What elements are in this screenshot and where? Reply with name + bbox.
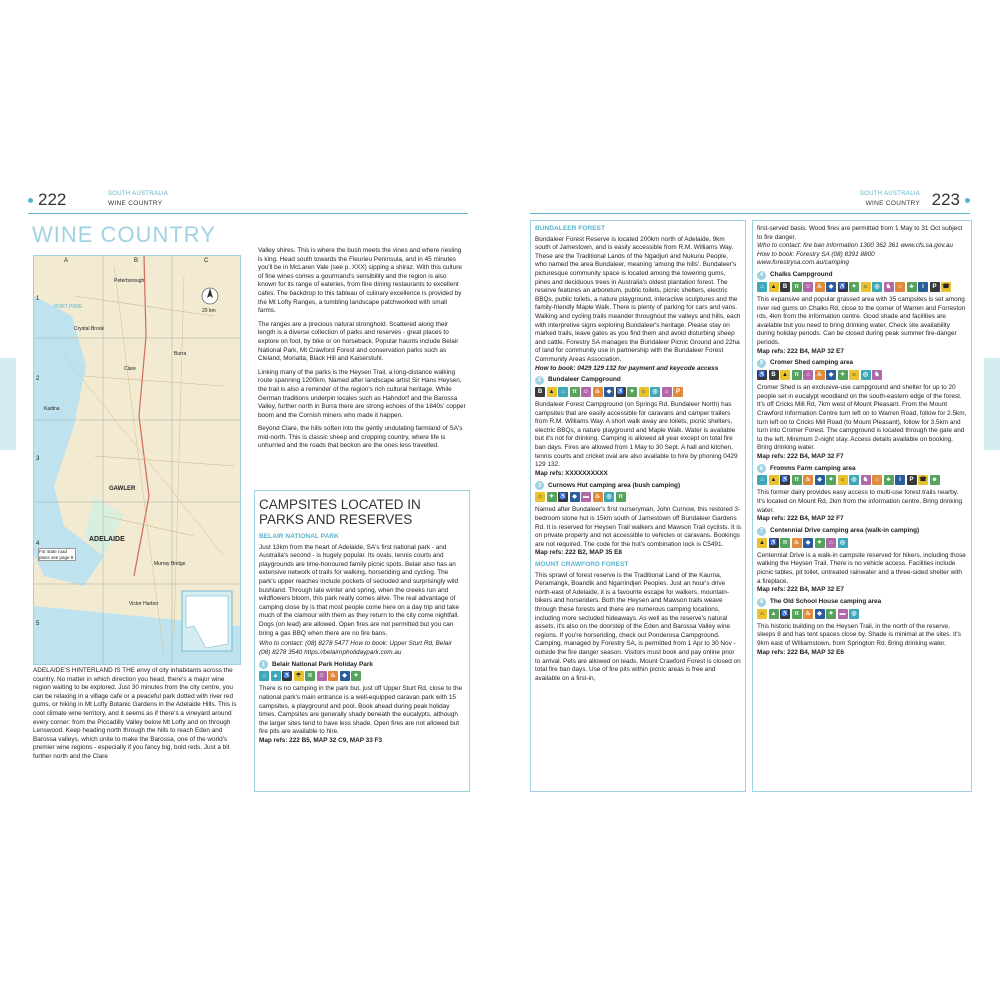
camp-heading [757, 527, 967, 536]
water-icon: ◆ [340, 671, 350, 681]
bbq-icon: B [780, 282, 790, 292]
shelter-icon: ⌂ [803, 370, 813, 380]
caravan-icon: ⌂ [558, 387, 568, 397]
water-icon: ◆ [803, 538, 813, 548]
right-col1-body [535, 225, 741, 683]
campsites-box-title: CAMPSITES LOCATED IN PARKS AND RESERVES [259, 497, 421, 527]
camp-description: There is no camping in the park but, just off Upper Sturt Rd, close to the national park's main entrance is a well-equipped caravan park with 15 campsites, a playground and pool. Book ahead during peak holiday times. Campsites are generally shady beneath the eucalypts, although the larger sites tend to have less shade. Open fires are not allowed but fire pits are available to hire. [259, 685, 463, 736]
shelter-icon: ⌂ [662, 387, 672, 397]
left-page-header [28, 190, 468, 212]
toilet-icon: ♿ [780, 609, 790, 619]
tent-icon: ▲ [271, 671, 281, 681]
facility-icons [757, 475, 967, 485]
picnic-icon: π [780, 538, 790, 548]
camp-name: Fromms Farm camping area [770, 464, 856, 472]
picnic-icon: π [570, 387, 580, 397]
camp-heading [757, 464, 967, 473]
paragraph: Linking many of the parks is the Heysen Trail, a long-distance walking route spanning 1200km. Named after landscape artist Sir Hans Heysen, the trail is also a reminder of the region's rich cultural heritage. While German traditions underpin locales such as Hahndorf and the Barossa Valley, further north in Burra there are strong echoes of the 1840s' copper boom and the Cornish miners who made it happen. [258, 368, 466, 419]
fire-icon: ♨ [803, 609, 813, 619]
playground-icon: ☺ [317, 671, 327, 681]
water-icon: ◆ [570, 492, 580, 502]
picnic-icon: π [792, 370, 802, 380]
bbq-icon: B [535, 387, 545, 397]
map-place-label: Clare [124, 366, 136, 372]
toilet-icon: ♿ [757, 370, 767, 380]
camp-description: Named after Bundaleer's first nurseryman, John Curnow, this restored 3-bedroom stone hut is 15km south of Jamestown off Bundaleer Gardens Rd. It is reserved for Heysen Trail walkers and Mawson Trail cyclists. It is on private property and not accessible to vehicles or caravans. Bookings are not required. The code for the hut's combination lock is C5491. [535, 506, 741, 548]
parking-icon: P [673, 387, 683, 397]
camp-name: Cromer Shed camping area [770, 359, 854, 367]
caravan-icon: ⌂ [757, 475, 767, 485]
walking-icon: ✦ [815, 538, 825, 548]
bed-icon: ▬ [581, 492, 591, 502]
hut-icon: ⌂ [757, 609, 767, 619]
camp-number: 1 [259, 660, 268, 669]
camp-description: This former dairy provides easy access to multi-use forest trails nearby. It's located on Mount Rd, 2km from the information centre. Bring drinking water. [757, 489, 963, 514]
shelter-icon: ⌂ [872, 475, 882, 485]
water-icon: ◆ [815, 609, 825, 619]
camp-heading [757, 598, 967, 607]
continued-text: first-served basis. Wood fires are permitted from 1 May to 31 Oct subject to fire danger. [757, 225, 963, 241]
tent-icon: ▲ [769, 475, 779, 485]
horse-icon: ♞ [884, 282, 894, 292]
map-refs: Map refs: 222 B4, MAP 32 E6 [757, 648, 844, 656]
map-scale: 20 km [202, 308, 216, 314]
tree-icon: ♣ [884, 475, 894, 485]
map-place-label: ADELAIDE [89, 536, 125, 543]
cycling-icon: ◎ [650, 387, 660, 397]
camp-description: This expansive and popular grassed area with 35 campsites is set among river red gums on Chalks Rd, close to the corner of Warren and Forreston rds, 4km from the information centre. Good shade and facilities are available but you need to bring drinking water. Check site availability during holiday periods. Can be closed during peak summer fire-danger periods. [757, 295, 966, 346]
fire-icon: ♨ [815, 282, 825, 292]
map-place-label: Peterborough [114, 278, 145, 284]
facility-icons [757, 370, 967, 380]
shelter-icon: ⌂ [895, 282, 905, 292]
facility-icons [757, 282, 967, 292]
facility-icons [535, 492, 741, 502]
region-map [33, 255, 241, 665]
forest-description: Bundaleer Forest Reserve is located 200km north of Adelaide, 9km south of Jamestown, and is easily accessible from R.M. Williams Way. These are the Traditional Lands of the Ngadjuri and Nukunu People, who named the area Bundaleer, meaning 'among the hills'. Bundaleer's picturesque community space is located among the towering gums, pines and deciduous trees in Australia's oldest plantation forest. The reserve features an arboretum, public toilets, picnic shelters, electric BBQs, public toilets, a nature playground, interactive sculptures and the family-friendly Maple Walk. There is plenty of parking for cars and vans. Walking and cycling trails meander throughout the valleys and hills, each with interpretive signs exploring Bundaleer's heritage. Please stay on marked trails, leave gates as you find them and avoid disturbing sheep and cattle. Forestry SA manages the Bundaleer Picnic Ground and 22ha of land for community use in partnership with the Bundaleer Forest Community Areas Association. [535, 235, 741, 363]
cycling-icon: ◎ [872, 282, 882, 292]
map-grid-number: 2 [36, 376, 40, 382]
map-place-label: Kadina [44, 406, 60, 412]
phone-icon: ☎ [918, 475, 928, 485]
park-heading: BELAIR NATIONAL PARK [259, 533, 339, 540]
camp-name: Belair National Park Holiday Park [272, 660, 373, 668]
map-grid-letter: C [204, 258, 209, 264]
water-icon: ◆ [826, 282, 836, 292]
park-description: Just 13km from the heart of Adelaide, SA's first national park - and Australia's second - is hugely popular. Its ovals, tennis courts and playgrounds are time-honoured family picnic spots. Belair also has an extensive network of trails for walking, horseriding and cycling. The park's upper reaches include pockets of secluded and surprisingly wild bushland. Through late winter and spring, when the creeks run and wildflowers bloom, this park really comes alive. The real advantage of camping close by is that most people come here on a day trip and take much of the clamour with them as they return to the city come nightfall. Dogs (on lead) are allowed. Open fires are not permitted but you can bring a gas BBQ when there are no fire bans. [259, 543, 459, 637]
dog-icon: ☼ [838, 475, 848, 485]
water-icon: ◆ [826, 370, 836, 380]
tent-icon: ▲ [769, 609, 779, 619]
camp-heading [757, 271, 967, 280]
campsites-box [254, 490, 470, 792]
map-place-label: Crystal Brook [74, 326, 105, 332]
map-refs: Map refs: 222 B5, MAP 32 C9, MAP 33 F3 [259, 736, 383, 744]
walking-icon: ✦ [826, 475, 836, 485]
phone-icon: ☎ [941, 282, 951, 292]
camp-description: Cromer Shed is an exclusive-use campground and shelter for up to 20 people set in eucalypt woodland on the south-eastern edge of the forest. It's off Cricks Mill Rd, 7km west of Mount Pleasant. From the Mount Crawford Information Centre turn left on to Warren Road, follow for 2.5km, turn left on to Cricks Mill Road (to Mount Pleasant), follow for 3.5km and turn into Cromer Forest. The campground is located through the gate and to the left. Minimum 2-night stay. Access details available on booking. Bring drinking water. [757, 384, 967, 452]
camp-number: 8 [757, 598, 766, 607]
map-refs: Map refs: 222 B4, MAP 32 F7 [757, 515, 844, 523]
map-grid-number: 4 [36, 541, 40, 547]
right-col2-body [757, 225, 967, 657]
forest-contact: Who to contact: fire ban information 1300 362 361 www.cfs.sa.gov.au How to book: Forestry SA (08) 8391 8800 www.forestrysa.com.au/camping [757, 242, 953, 267]
camp-description: Bundaleer Forest Campground (on Springs Rd, Bundaleer North) has campsites that are easily accessible for caravans and camper trailers from R.M. Williams Way. A short walk away are toilets, picnic shelters, electric BBQs, a nature playground and Maple Walk. Water is available but it's not for drinking. Camping is allowed all year except on total fire ban days. Fires are allowed from 1 May to 30 Sept. A hall and kitchen, tennis courts and cricket oval are also available to hire by phoning 0429 129 132. [535, 401, 738, 469]
walking-icon: ✦ [826, 609, 836, 619]
toilet-icon: ♿ [616, 387, 626, 397]
map-grid-letter: B [134, 258, 139, 264]
camp-number: 4 [757, 271, 766, 280]
camp-description: Centennial Drive is a walk-in campsite reserved for hikers, including those walking the Heysen Trail. There is no vehicle access. Facilities include picnic tables, pit toilet, untreated rainwater and a three-sided shelter with a fireplace. [757, 551, 966, 585]
campsites-box-body [259, 533, 465, 745]
fire-icon: ♨ [593, 492, 603, 502]
playground-icon: ☺ [803, 282, 813, 292]
camp-number: 6 [757, 464, 766, 473]
camp-name: Chalks Campground [770, 271, 833, 279]
playground-icon: ☺ [581, 387, 591, 397]
cycling-icon: ◎ [849, 475, 859, 485]
map-refs: Map refs: 222 B4, MAP 32 E7 [757, 347, 844, 355]
forest-heading: MOUNT CRAWFORD FOREST [535, 561, 629, 568]
water-icon: ◆ [815, 475, 825, 485]
park-contact: Who to contact: (08) 8278 5477 How to book: Upper Sturt Rd, Belair (08) 8278 3540 https://belairnpholidaypark.com.au [259, 640, 452, 656]
walking-icon: ✦ [849, 282, 859, 292]
map-grid-number: 3 [36, 456, 40, 462]
map-refs: Map refs: 222 B2, MAP 35 E8 [535, 549, 622, 557]
picnic-icon: π [792, 609, 802, 619]
picnic-icon: π [792, 475, 802, 485]
parking-icon: P [907, 475, 917, 485]
cycling-icon: ◎ [838, 538, 848, 548]
right-col1-box [530, 220, 746, 792]
facility-icons [757, 609, 967, 619]
cycling-icon: ◎ [849, 609, 859, 619]
shelter-icon: ⌂ [826, 538, 836, 548]
header-rule-left [28, 213, 468, 214]
map-place-label: Murray Bridge [154, 561, 186, 567]
map-refs: Map refs: XXXXXXXXXX [535, 469, 608, 477]
picnic-icon: π [305, 671, 315, 681]
horse-icon: ♞ [861, 475, 871, 485]
right-page-header [530, 190, 970, 212]
section-label-right: SOUTH AUSTRALIA [859, 191, 920, 197]
camp-name: The Old School House camping area [770, 598, 882, 606]
camp-heading [757, 359, 967, 368]
map-note: For state road plans see page 8 [38, 548, 76, 561]
camp-name: Curnows Hut camping area (bush camping) [548, 481, 681, 489]
paragraph: ADELAIDE'S HINTERLAND IS THE envy of city inhabitants across the country. No matter in which direction you head, there's a major wine region waiting to be explored. Just 30 minutes from the city centre, you can be relaxing in a village cafe or a peaceful park dotted with river red gums, or hiking in Mt Lofty Botanic Gardens in the Adelaide Hills. This is cool climate wine territory, and it seems as if there's a vineyard around every corner: from the Piccadilly Valley below Mt Lofty and on through Lenswood. Keep heading north through the hills to reach Eden and Barossa valleys, which unite to make the Barossa, one of the world's premier wine regions - especially if you fancy big, bold reds. Just a bit further north and the Clare [33, 667, 237, 760]
camp-heading [535, 376, 741, 385]
bed-icon: ▬ [838, 609, 848, 619]
forest-description: This sprawl of forest reserve is the Traditional Land of the Kaurna, Peramangk, Boandik and Ngarrindjeri Peoples. Just an hour's drive north-east of Adelaide, it is a favourite escape for walkers, mountain-bikers and horseriders. Both the Heysen and Mawson trails weave through these forests and there are numerous camping locations, including more secluded hideaways. As well as the reserve's natural assets, it's also on the doorstep of the Eden and Barossa Valley wine regions. If you're horseriding, check out Ponderosa Campground. Camping, managed by Forestry SA, is permitted from 1 Apr to 30 Nov - outside the fire danger season. Visitors must book and pay online prior to arrival. Pets are allowed on leads. Mount Crawford Forest is closed on total fire ban days. Use of fire pits within picnic areas is free and available on a first-in, [535, 571, 741, 682]
map-refs: Map refs: 222 B4, MAP 32 E7 [757, 586, 844, 594]
shower-icon: ☂ [294, 671, 304, 681]
fire-icon: ♨ [593, 387, 603, 397]
header-dot [28, 198, 33, 203]
subsection-label-left: WINE COUNTRY [108, 200, 163, 207]
camp-heading [259, 660, 465, 669]
map-place-label: PORT PIRIE [54, 304, 83, 310]
map-place-label: Victor Harbor [129, 601, 159, 607]
camp-number: 5 [757, 359, 766, 368]
camp-number: 3 [535, 481, 544, 490]
page-number-left: 222 [38, 190, 67, 209]
tent-icon: ▲ [757, 538, 767, 548]
hut-icon: ⌂ [535, 492, 545, 502]
map-refs: Map refs: 222 B4, MAP 32 F7 [757, 452, 844, 460]
cycling-icon: ◎ [861, 370, 871, 380]
map-grid-number: 5 [36, 621, 40, 627]
left-edge-tab [0, 358, 16, 450]
picnic-icon: π [792, 282, 802, 292]
camp-number: 2 [535, 376, 544, 385]
facility-icons [259, 671, 465, 681]
toilet-icon: ♿ [769, 538, 779, 548]
paragraph: Valley shires. This is where the bush meets the vines and where riesling is king. Head south towards the Fleurieu Peninsula, and in 45 minutes you'll be in McLaren Vale (see p. XXX) sipping a shiraz. With this culture of fine wines comes a gourmand's sensibility and the region is also known for its range of eateries, from fine dining restaurants to excellent cafes. The backdrop to this tableau of culinary excellence is provided by the Mt Lofty Ranges, a tumbling landscape patchworked with small farms. [258, 247, 462, 315]
left-col1-text [33, 667, 239, 767]
caravan-icon: ⌂ [757, 282, 767, 292]
info-icon: i [918, 282, 928, 292]
bbq-icon: ♨ [328, 671, 338, 681]
toilet-icon: ♿ [282, 671, 292, 681]
camp-heading [535, 481, 741, 490]
camp-number: 7 [757, 527, 766, 536]
paragraph: Beyond Clare, the hills soften into the gently undulating farmland of SA's mid-north. This is classic sheep and cropping country, where life is unhurried and the roads that beckon are the ones less travelled. [258, 425, 463, 450]
dog-icon: ☼ [861, 282, 871, 292]
page-title: WINE COUNTRY [32, 222, 216, 247]
camp-description: This historic building on the Heysen Trail, in the north of the reserve, sleeps 8 and has tent spaces close by. Shade is minimal at the sites. It's 9km east of Williamstown, from Springton Rd. Bring drinking water. [757, 622, 961, 647]
map-grid-letter: A [64, 258, 69, 264]
right-edge-tab [984, 358, 1000, 450]
walking-icon: ✦ [838, 370, 848, 380]
parking-icon: P [930, 282, 940, 292]
walking-icon: ✦ [351, 671, 361, 681]
paragraph: The ranges are a precious natural stronghold. Scattered along their length is a diverse collection of parks and reserves - great places to explore on foot, by bike or on horseback. Popular haunts include Belair National Park, Mt Crawford Forest and conservation parks such as Cleland, Morialta, Black Hill and Kaiserstuhl. [258, 320, 459, 363]
tree-icon: ♣ [907, 282, 917, 292]
facility-icons [757, 538, 967, 548]
caravan-icon: ⌂ [259, 671, 269, 681]
camp-name: Centennial Drive camping area (walk-in camping) [770, 527, 920, 535]
toilet-icon: ♿ [780, 475, 790, 485]
toilet-icon: ♿ [838, 282, 848, 292]
fire-icon: ♨ [803, 475, 813, 485]
fire-icon: ♨ [815, 370, 825, 380]
tent-icon: ▲ [780, 370, 790, 380]
page-number-right: 223 [931, 190, 960, 209]
subsection-label-right: WINE COUNTRY [865, 200, 920, 207]
header-dot [965, 198, 970, 203]
walking-icon: ✦ [547, 492, 557, 502]
toilet-icon: ♿ [558, 492, 568, 502]
left-col2-text [258, 247, 466, 456]
walking-icon: ✦ [627, 387, 637, 397]
dog-icon: ☼ [849, 370, 859, 380]
forest-heading: BUNDALEER FOREST [535, 225, 605, 232]
map-grid-number: 1 [36, 296, 40, 302]
forest-contact: How to book: 0429 129 132 for payment and keycode access [535, 364, 719, 372]
right-col2-box [752, 220, 972, 792]
camp-name: Bundaleer Campground [548, 376, 621, 384]
section-label-left: SOUTH AUSTRALIA [108, 191, 169, 197]
water-icon: ◆ [604, 387, 614, 397]
header-rule-right [530, 213, 970, 214]
fire-icon: ♨ [792, 538, 802, 548]
picnic-icon: π [616, 492, 626, 502]
cycling-icon: ◎ [604, 492, 614, 502]
horse-icon: ♞ [872, 370, 882, 380]
bbq-icon: B [769, 370, 779, 380]
facility-icons [535, 387, 741, 397]
map-place-label: Burra [174, 351, 187, 357]
family-icon: ☻ [930, 475, 940, 485]
tent-icon: ▲ [769, 282, 779, 292]
map-place-label: GAWLER [109, 486, 136, 492]
dog-icon: ☼ [639, 387, 649, 397]
info-icon: i [895, 475, 905, 485]
tent-icon: ▲ [547, 387, 557, 397]
